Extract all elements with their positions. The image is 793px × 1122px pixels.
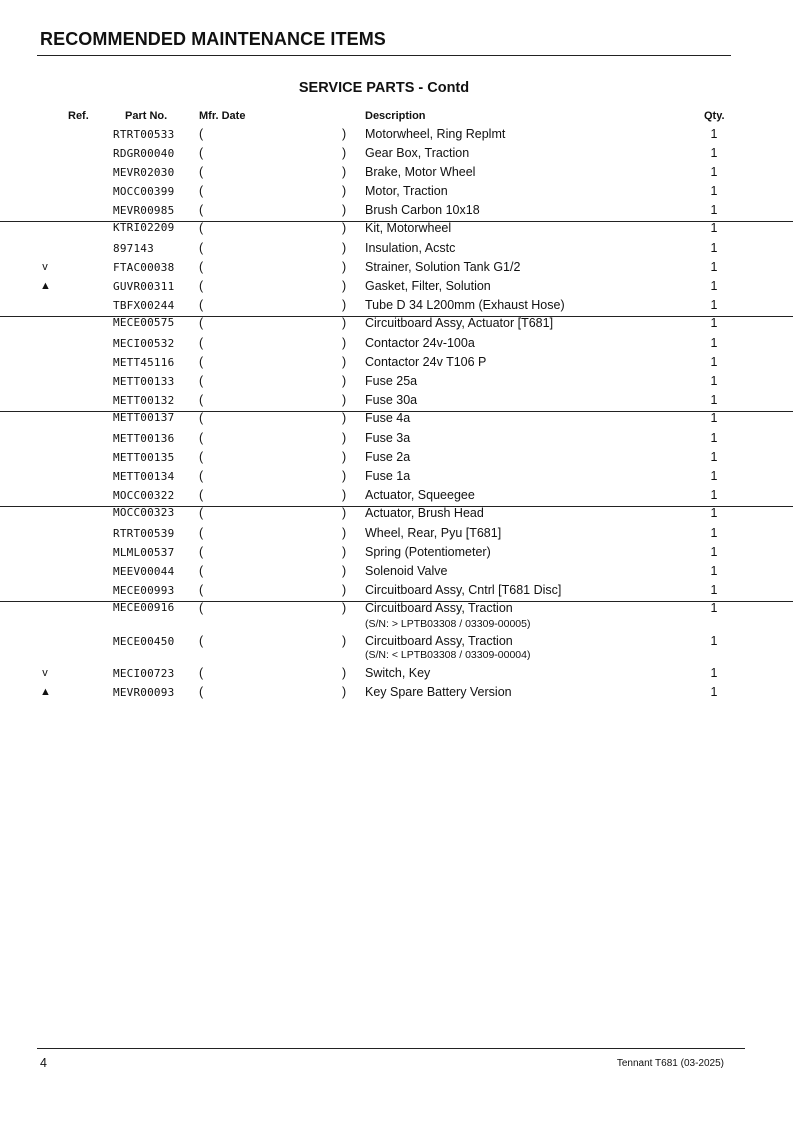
mfr-date-close: ): [342, 469, 347, 483]
column-header-part-no: Part No.: [125, 110, 168, 122]
description: Key Spare Battery Version: [365, 685, 512, 699]
quantity: 1: [710, 279, 718, 293]
mfr-date-close: ): [342, 355, 347, 369]
description: Spring (Potentiometer): [365, 545, 491, 559]
quantity: 1: [710, 666, 718, 680]
mfr-date-close: ): [342, 431, 347, 445]
quantity: 1: [710, 127, 718, 141]
mfr-date-close: ): [342, 506, 347, 520]
part-number: METT00134: [113, 470, 175, 483]
description: Wheel, Rear, Pyu [T681]: [365, 526, 502, 540]
description: Contactor 24v-100a: [365, 336, 475, 350]
part-number: MECE00450: [113, 635, 175, 648]
description: Tube D 34 L200mm (Exhaust Hose): [365, 298, 565, 312]
table-row: [0, 506, 793, 526]
table-row: [0, 430, 793, 449]
mfr-date-open: (: [199, 165, 204, 179]
part-number: MECE00916: [113, 601, 175, 614]
column-header-ref: Ref.: [68, 110, 89, 122]
quantity: 1: [710, 411, 718, 425]
table-row: [0, 392, 793, 411]
mfr-date-open: (: [199, 298, 204, 312]
quantity: 1: [710, 583, 718, 597]
description: Brush Carbon 10x18: [365, 203, 480, 217]
part-number: METT00133: [113, 375, 175, 388]
mfr-date-close: ): [342, 336, 347, 350]
table-row: [0, 354, 793, 373]
mfr-date-close: ): [342, 488, 347, 502]
mfr-date-close: ): [342, 260, 347, 274]
quantity: 1: [710, 221, 718, 235]
mfr-date-open: (: [199, 184, 204, 198]
part-number: KTRI02209: [113, 221, 175, 234]
ref-marker: ▲: [40, 686, 51, 698]
table-row: [0, 316, 793, 336]
part-number: MEVR00093: [113, 686, 175, 699]
quantity: 1: [710, 203, 718, 217]
mfr-date-open: (: [199, 393, 204, 407]
description: Fuse 3a: [365, 431, 411, 445]
part-number: METT00136: [113, 432, 175, 445]
mfr-date-open: (: [199, 634, 204, 648]
mfr-date-open: (: [199, 316, 204, 330]
description: Circuitboard Assy, Actuator [T681]: [365, 316, 554, 330]
table-row: [0, 449, 793, 468]
quantity: 1: [710, 488, 718, 502]
mfr-date-open: (: [199, 241, 204, 255]
quantity: 1: [710, 316, 718, 330]
quantity: 1: [710, 564, 718, 578]
mfr-date-close: ): [342, 634, 347, 648]
mfr-date-close: ): [342, 411, 347, 425]
part-number: TBFX00244: [113, 299, 175, 312]
mfr-date-open: (: [199, 146, 204, 160]
mfr-date-open: (: [199, 685, 204, 699]
mfr-date-open: (: [199, 411, 204, 425]
quantity: 1: [710, 634, 718, 648]
mfr-date-open: (: [199, 583, 204, 597]
table-row: [0, 164, 793, 183]
description: Brake, Motor Wheel: [365, 165, 476, 179]
ref-marker: v: [42, 667, 48, 679]
description: Kit, Motorwheel: [365, 221, 452, 235]
part-number: METT00137: [113, 411, 175, 424]
quantity: 1: [710, 506, 718, 520]
part-number: MOCC00399: [113, 185, 175, 198]
table-row: [0, 525, 793, 544]
column-header-mfr-date: Mfr. Date: [199, 110, 246, 122]
quantity: 1: [710, 336, 718, 350]
ref-marker: v: [42, 261, 48, 273]
table-row: [0, 126, 793, 145]
mfr-date-close: ): [342, 203, 347, 217]
mfr-date-open: (: [199, 469, 204, 483]
serial-note: (S/N: < LPTB03308 / 03309-00004): [365, 649, 531, 661]
mfr-date-open: (: [199, 431, 204, 445]
mfr-date-close: ): [342, 221, 347, 235]
mfr-date-open: (: [199, 450, 204, 464]
quantity: 1: [710, 469, 718, 483]
quantity: 1: [710, 393, 718, 407]
quantity: 1: [710, 184, 718, 198]
description: Strainer, Solution Tank G1/2: [365, 260, 521, 274]
mfr-date-open: (: [199, 127, 204, 141]
quantity: 1: [710, 146, 718, 160]
table-row: [0, 468, 793, 487]
part-number: RTRT00539: [113, 527, 175, 540]
mfr-date-close: ): [342, 545, 347, 559]
table-row: [0, 278, 793, 297]
mfr-date-open: (: [199, 374, 204, 388]
part-number: MEEV00044: [113, 565, 175, 578]
mfr-date-open: (: [199, 601, 204, 615]
table-row: [0, 601, 793, 630]
table-row: [0, 240, 793, 259]
part-number: MECE00993: [113, 584, 175, 597]
part-number: MECI00723: [113, 667, 175, 680]
footer-divider: [37, 1048, 745, 1049]
serial-note: (S/N: > LPTB03308 / 03309-00005): [365, 618, 531, 630]
mfr-date-open: (: [199, 545, 204, 559]
table-row: [0, 335, 793, 354]
description: Fuse 1a: [365, 469, 411, 483]
mfr-date-open: (: [199, 260, 204, 274]
description: Fuse 30a: [365, 393, 418, 407]
description: Gear Box, Traction: [365, 146, 470, 160]
description: Motorwheel, Ring Replmt: [365, 127, 506, 141]
mfr-date-open: (: [199, 221, 204, 235]
description: Fuse 25a: [365, 374, 418, 388]
mfr-date-close: ): [342, 450, 347, 464]
part-number: RDGR00040: [113, 147, 175, 160]
mfr-date-close: ): [342, 685, 347, 699]
part-number: FTAC00038: [113, 261, 175, 274]
description: Solenoid Valve: [365, 564, 448, 578]
mfr-date-close: ): [342, 316, 347, 330]
table-row: [0, 665, 793, 684]
page-number: 4: [40, 1056, 47, 1070]
quantity: 1: [710, 165, 718, 179]
mfr-date-open: (: [199, 564, 204, 578]
part-number: 897143: [113, 242, 154, 255]
quantity: 1: [710, 685, 718, 699]
description: Circuitboard Assy, Cntrl [T681 Disc]: [365, 583, 562, 597]
description: Switch, Key: [365, 666, 431, 680]
description: Fuse 4a: [365, 411, 411, 425]
mfr-date-close: ): [342, 666, 347, 680]
table-row: [0, 145, 793, 164]
quantity: 1: [710, 601, 718, 615]
part-number: GUVR00311: [113, 280, 175, 293]
description: Insulation, Acstc: [365, 241, 456, 255]
table-row: [0, 563, 793, 582]
table-row: [0, 221, 793, 241]
description: Circuitboard Assy, Traction: [365, 634, 513, 648]
mfr-date-open: (: [199, 488, 204, 502]
mfr-date-close: ): [342, 165, 347, 179]
table-row: [0, 582, 793, 601]
mfr-date-open: (: [199, 355, 204, 369]
mfr-date-close: ): [342, 393, 347, 407]
quantity: 1: [710, 450, 718, 464]
table-row: [0, 259, 793, 278]
table-row: [0, 373, 793, 392]
mfr-date-close: ): [342, 279, 347, 293]
table-row: [0, 633, 793, 661]
part-number: METT00135: [113, 451, 175, 464]
mfr-date-close: ): [342, 298, 347, 312]
mfr-date-close: ): [342, 526, 347, 540]
part-number: MECI00532: [113, 337, 175, 350]
part-number: MOCC00322: [113, 489, 175, 502]
mfr-date-close: ): [342, 583, 347, 597]
mfr-date-close: ): [342, 146, 347, 160]
mfr-date-open: (: [199, 506, 204, 520]
section-title: SERVICE PARTS - Contd: [298, 80, 470, 96]
table-row: [0, 297, 793, 316]
ref-marker: ▲: [40, 280, 51, 292]
column-header-qty: Qty.: [704, 110, 725, 122]
mfr-date-open: (: [199, 336, 204, 350]
part-number: METT45116: [113, 356, 175, 369]
part-number: MLML00537: [113, 546, 175, 559]
table-row: [0, 544, 793, 563]
table-row: [0, 684, 793, 703]
table-row: [0, 202, 793, 221]
description: Motor, Traction: [365, 184, 448, 198]
mfr-date-close: ): [342, 564, 347, 578]
description: Circuitboard Assy, Traction: [365, 601, 513, 615]
mfr-date-open: (: [199, 666, 204, 680]
table-row: [0, 487, 793, 506]
mfr-date-close: ): [342, 127, 347, 141]
description: Actuator, Brush Head: [365, 506, 484, 520]
mfr-date-open: (: [199, 526, 204, 540]
page-title: RECOMMENDED MAINTENANCE ITEMS: [40, 29, 386, 49]
quantity: 1: [710, 260, 718, 274]
description: Fuse 2a: [365, 450, 411, 464]
mfr-date-close: ): [342, 601, 347, 615]
quantity: 1: [710, 431, 718, 445]
quantity: 1: [710, 545, 718, 559]
part-number: MEVR02030: [113, 166, 175, 179]
footer-document-id: Tennant T681 (03-2025): [616, 1058, 724, 1069]
part-number: METT00132: [113, 394, 175, 407]
mfr-date-close: ): [342, 241, 347, 255]
column-header-description: Description: [365, 110, 426, 122]
description: Actuator, Squeegee: [365, 488, 475, 502]
part-number: MECE00575: [113, 316, 175, 329]
mfr-date-close: ): [342, 374, 347, 388]
part-number: MEVR00985: [113, 204, 175, 217]
description: Contactor 24v T106 P: [365, 355, 487, 369]
quantity: 1: [710, 526, 718, 540]
description: Gasket, Filter, Solution: [365, 279, 491, 293]
part-number: RTRT00533: [113, 128, 175, 141]
part-number: MOCC00323: [113, 506, 175, 519]
quantity: 1: [710, 355, 718, 369]
table-row: [0, 183, 793, 202]
table-row: [0, 411, 793, 431]
quantity: 1: [710, 241, 718, 255]
mfr-date-open: (: [199, 279, 204, 293]
mfr-date-close: ): [342, 184, 347, 198]
quantity: 1: [710, 298, 718, 312]
quantity: 1: [710, 374, 718, 388]
mfr-date-open: (: [199, 203, 204, 217]
